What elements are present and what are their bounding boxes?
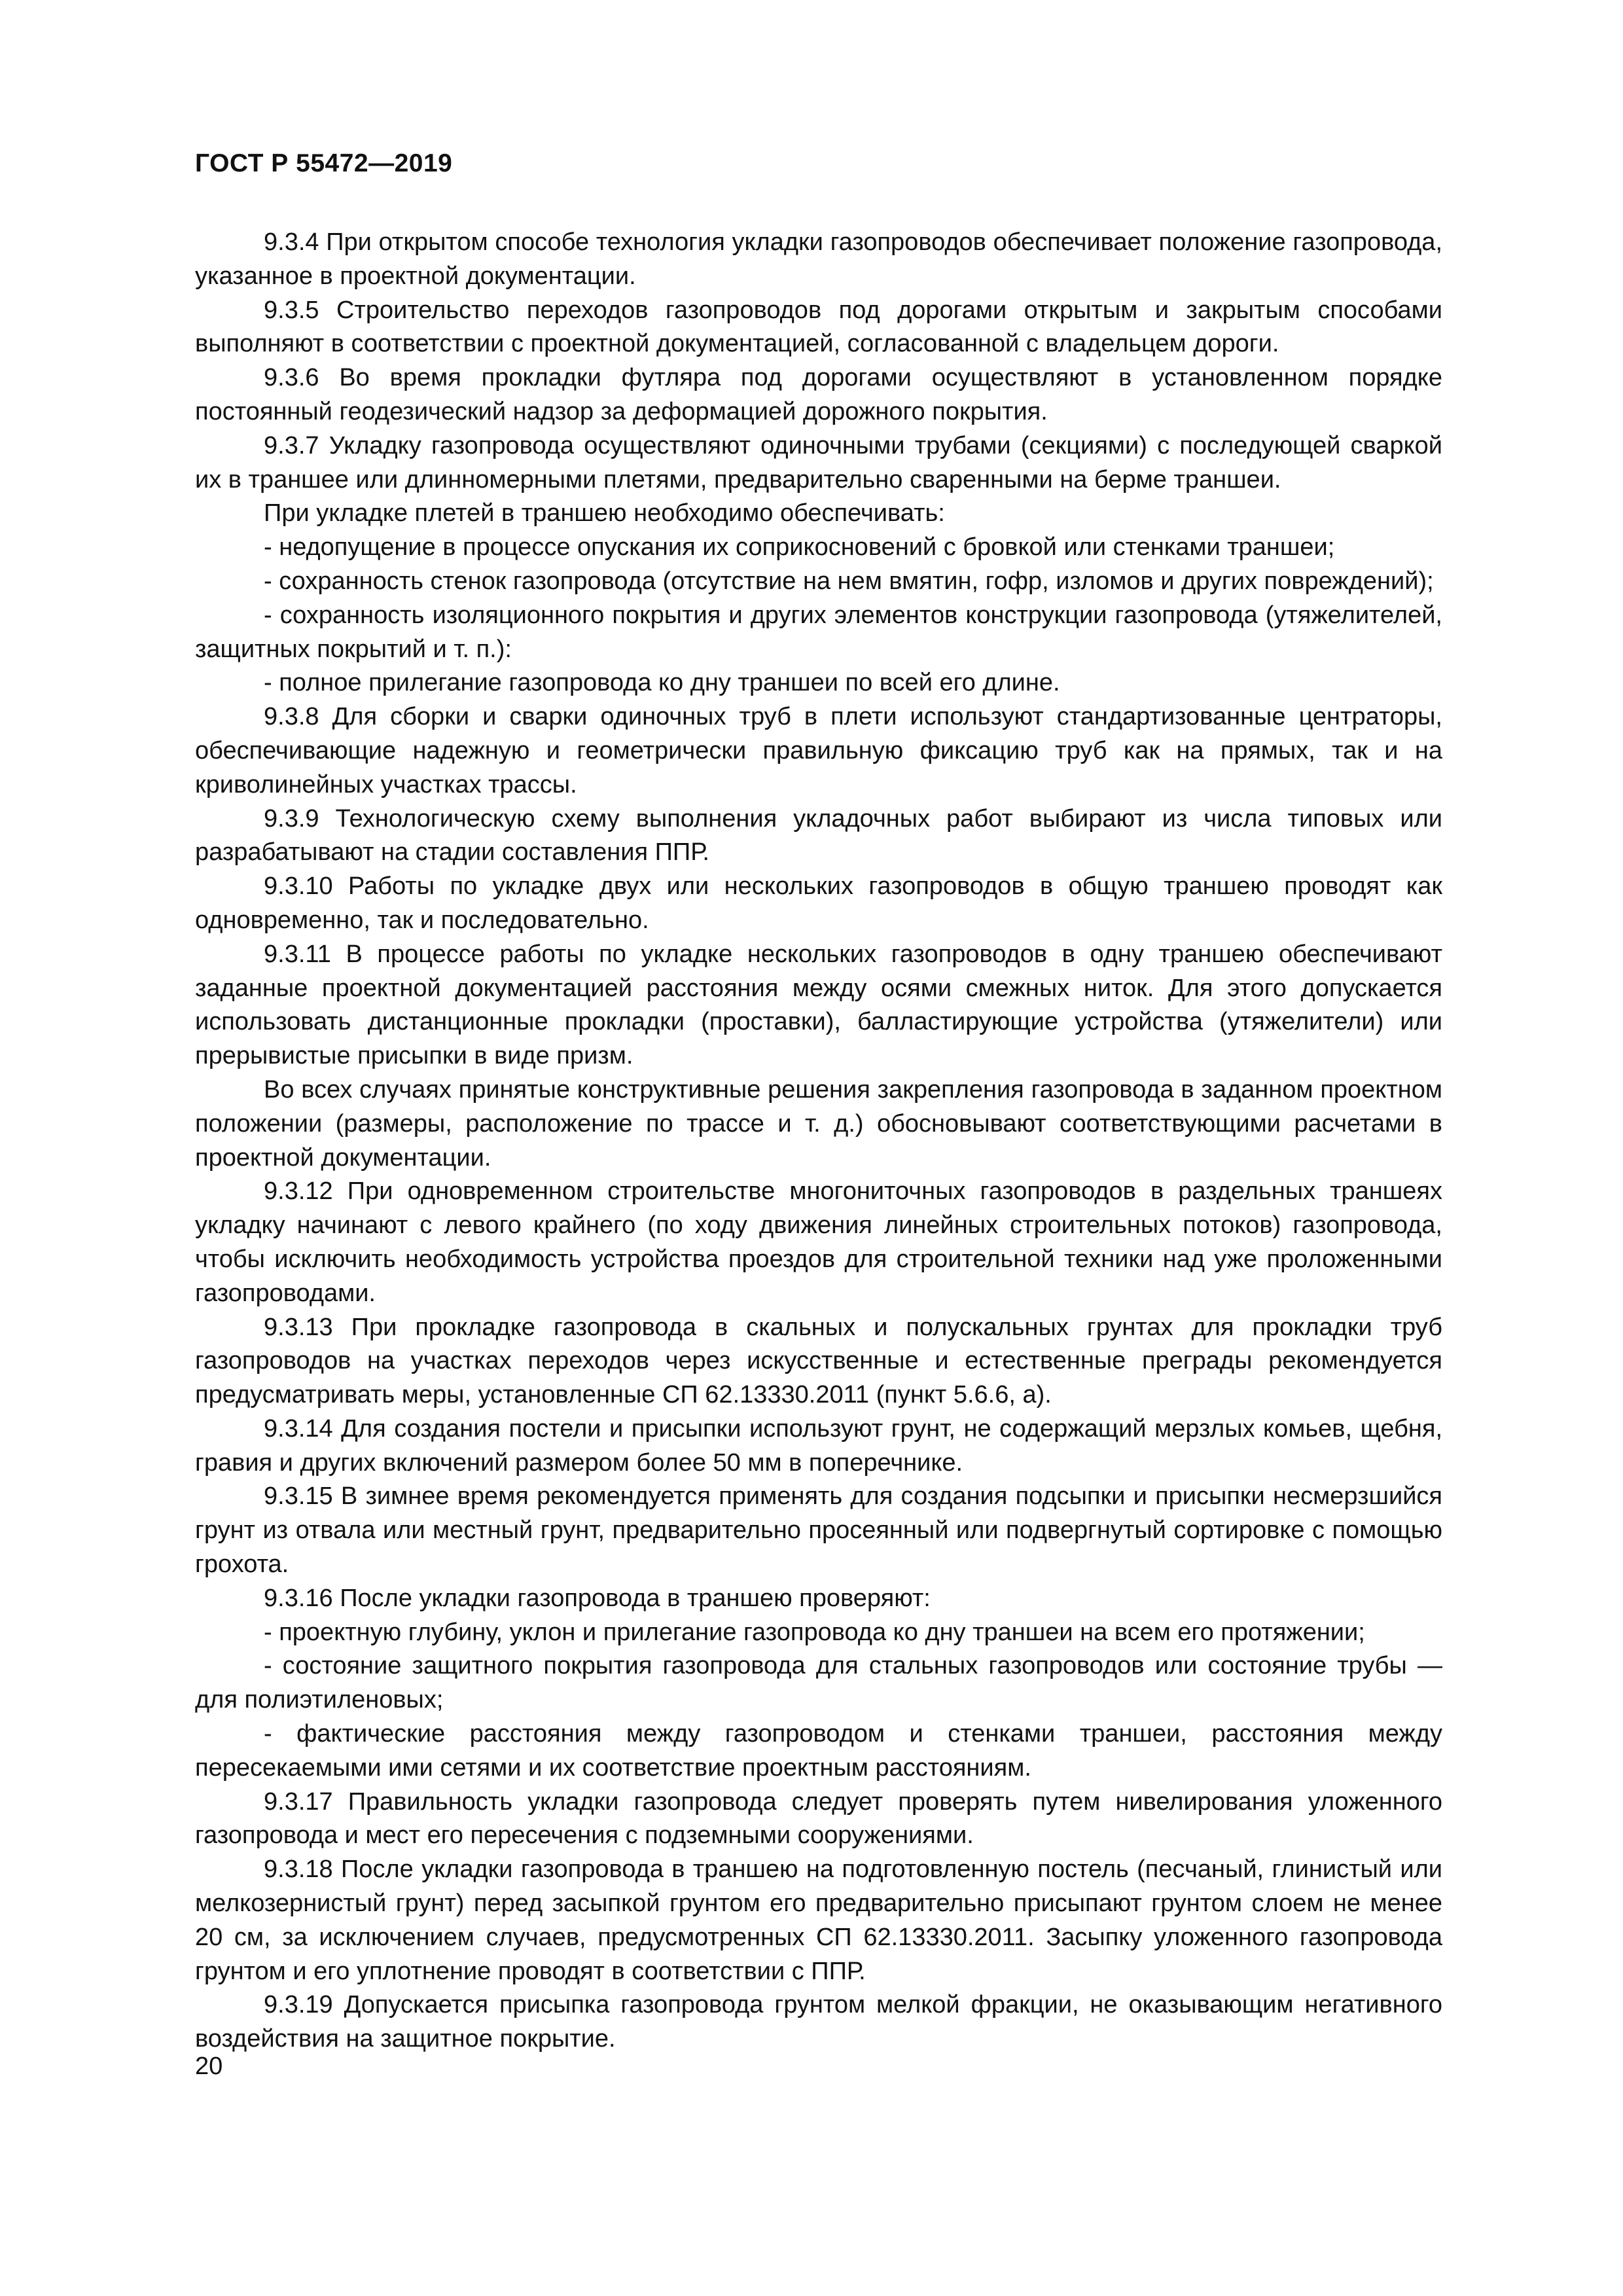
paragraph-9-3-15: 9.3.15 В зимнее время рекомендуется применять для создания подсыпки и присыпки несмерзшийся грунт из отвала или местный грунт, предварительно просеянный или подвергнутый сортировке с помощью грохота. [195, 1482, 1442, 1579]
page-number: 20 [195, 2053, 223, 2080]
list-item: - полное прилегание газопровода ко дну траншеи по всей его длине. [264, 669, 1060, 697]
list-item: - сохранность изоляционного покрытия и других элементов конструкции газопровода (утяжелителей, защитных покрытий и т. п.): [195, 601, 1442, 663]
paragraph-9-3-18: 9.3.18 После укладки газопровода в траншею на подготовленную постель (песчаный, глинистый или мелкозернистый грунт) перед засыпкой грунтом его предварительно присыпают грунтом слоем не менее 20 см, за исключением случаев, предусмотренных СП 62.13330.2011. Засыпку уложенного газопровода грунтом и его уплотнение проводят в соответствии с ППР. [195, 1856, 1442, 1985]
list-item: - фактические расстояния между газопроводом и стенками траншеи, расстояния между пересекаемыми ими сетями и их соответствие проектным расстояниям. [195, 1720, 1442, 1782]
paragraph-9-3-9: 9.3.9 Технологическую схему выполнения укладочных работ выбирают из числа типовых или разрабатывают на стадии составления ППР. [195, 804, 1442, 867]
paragraph-9-3-8: 9.3.8 Для сборки и сварки одиночных труб в плети используют стандартизованные центраторы, обеспечивающие надежную и геометрически правильную фиксацию труб как на прямых, так и на криволинейных участках трассы. [195, 703, 1442, 798]
document-body [195, 226, 1442, 2056]
paragraph-9-3-4: 9.3.4 При открытом способе технология укладки газопроводов обеспечивает положение газопровода, указанное в проектной документации. [195, 228, 1442, 290]
list-item: - недопущение в процессе опускания их соприкосновений с бровкой или стенками траншеи; [264, 533, 1335, 562]
paragraph-9-3-10: 9.3.10 Работы по укладке двух или нескольких газопроводов в общую траншею проводят как одновременно, так и последовательно. [195, 872, 1442, 934]
list-item: - состояние защитного покрытия газопровода для стальных газопроводов или состояние трубы — для полиэтиленовых; [195, 1652, 1442, 1714]
paragraph-9-3-7: 9.3.7 Укладку газопровода осуществляют одиночными трубами (секциями) с последующей сваркой их в траншее или длинномерными плетями, предварительно сваренными на берме траншеи. [195, 431, 1442, 493]
paragraph-9-3-5: 9.3.5 Строительство переходов газопроводов под дорогами открытым и закрытым способами выполняют в соответствии с проектной документацией, согласованной с владельцем дороги. [195, 296, 1442, 358]
list-item: - сохранность стенок газопровода (отсутствие на нем вмятин, гофр, изломов и других повреждений); [264, 567, 1434, 595]
list-item: - проектную глубину, уклон и прилегание газопровода ко дну траншеи на всем его протяжении; [264, 1618, 1365, 1646]
paragraph-9-3-11-cont: Во всех случаях принятые конструктивные решения закрепления газопровода в заданном проектном положении (размеры, расположение по трассе и т. д.) обосновывают соответствующими расчетами в проектной документации. [195, 1075, 1442, 1172]
document-header: ГОСТ Р 55472—2019 [195, 149, 453, 177]
paragraph-9-3-6: 9.3.6 Во время прокладки футляра под дорогами осуществляют в установленном порядке постоянный геодезический надзор за деформацией дорожного покрытия. [195, 364, 1442, 425]
paragraph-9-3-11: 9.3.11 В процессе работы по укладке нескольких газопроводов в одну траншею обеспечивают заданные проектной документацией расстояния между осями смежных ниток. Для этого допускается использовать дистанционные прокладки (проставки), балластирующие устройства (утяжелители) или прерывистые присыпки в виде призм. [195, 940, 1442, 1070]
paragraph-9-3-13: 9.3.13 При прокладке газопровода в скальных и полускальных грунтах для прокладки труб газопроводов на участках переходов через искусственные и естественные преграды рекомендуется предусматривать меры, установленные СП 62.13330.2011 (пункт 5.6.6, а). [195, 1313, 1442, 1409]
paragraph-lead-in: При укладке плетей в траншею необходимо обеспечивать: [264, 499, 945, 528]
paragraph-9-3-19: 9.3.19 Допускается присыпка газопровода грунтом мелкой фракции, не оказывающим негативного воздействия на защитное покрытие. [195, 1991, 1442, 2053]
paragraph-9-3-17: 9.3.17 Правильность укладки газопровода следует проверять путем нивелирования уложенного газопровода и мест его пересечения с подземными сооружениями. [195, 1787, 1442, 1850]
paragraph-9-3-14: 9.3.14 Для создания постели и присыпки используют грунт, не содержащий мерзлых комьев, щебня, гравия и других включений размером более 50 мм в поперечнике. [195, 1414, 1442, 1477]
paragraph-9-3-12: 9.3.12 При одновременном строительстве многониточных газопроводов в раздельных траншеях укладку начинают с левого крайнего (по ходу движения линейных строительных потоков) газопровода, чтобы исключить необходимость устройства проездов для строительной техники над уже проложенными газопроводами. [195, 1177, 1442, 1307]
paragraph-9-3-16: 9.3.16 После укладки газопровода в траншею проверяют: [264, 1584, 931, 1612]
